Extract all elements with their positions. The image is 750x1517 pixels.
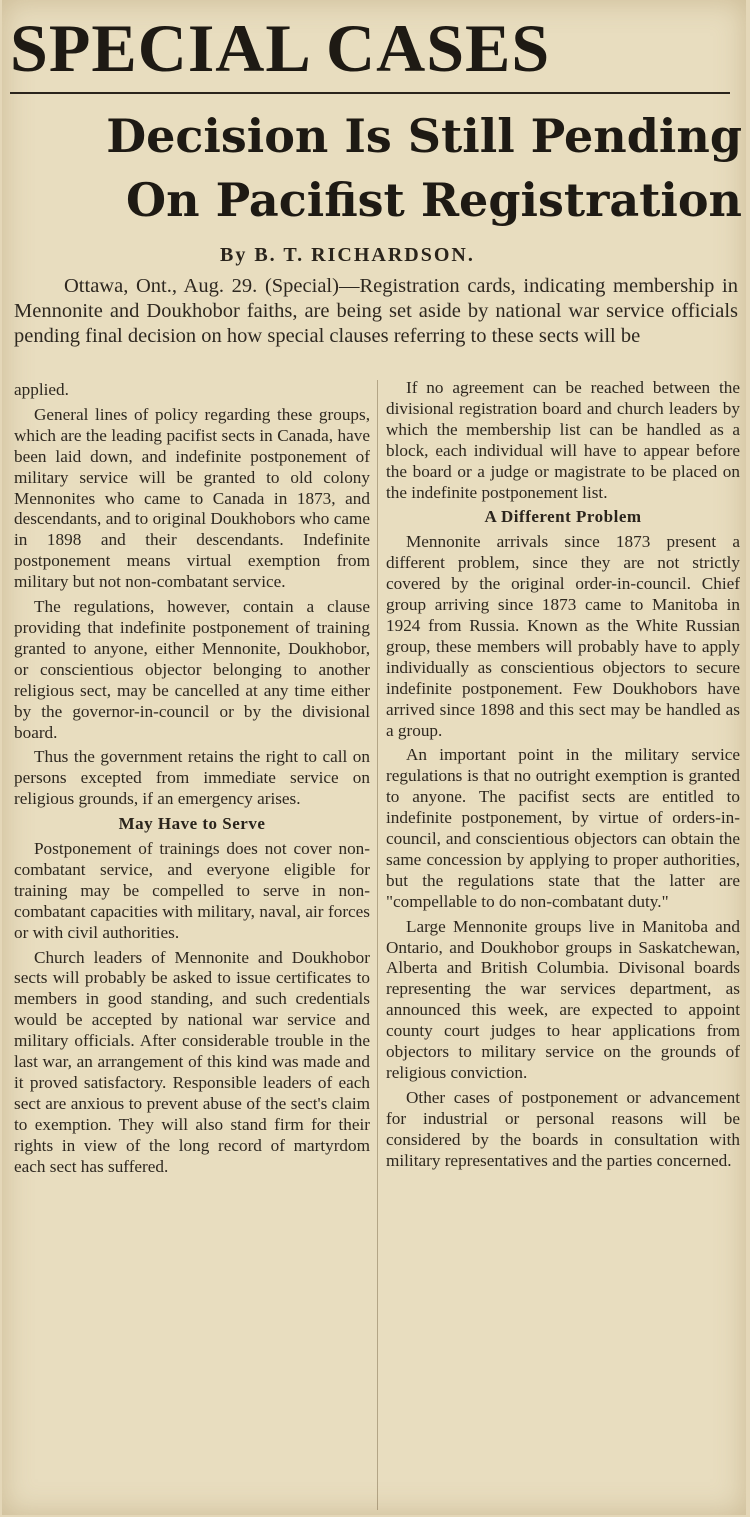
right-paragraph-3: An important point in the military service regulations is that no outright exemption is granted to anyone. The pacifist sects are entitled to indefinite postponement, by virtue of orders-in-council, and conscientious objectors can obtain the same concession by applying to proper authorities, but the regulations state that the latter are "compellable to do non-combatant duty." [386, 745, 740, 911]
left-column [14, 380, 370, 1182]
right-paragraph-5: Other cases of postponement or advancement for industrial or personal reasons will be considered by the boards in consultation with military representatives and the parties concerned. [386, 1087, 740, 1170]
right-paragraph-1: If no agreement can be reached between the divisional registration board and church leaders by which the membership list can be handled as a block, each individual will have to appear before the board or a judge or magistrate to be placed on the indefinite postponement list. [386, 378, 740, 502]
kicker-rule [10, 92, 730, 94]
left-paragraph-5: Postponement of trainings does not cover non-combatant service, and everyone eligible for training may be compelled to serve in non-combatant capacities with military, naval, air forces or with civil authorities. [14, 839, 370, 942]
left-paragraph-6: Church leaders of Mennonite and Doukhobor sects will probably be asked to issue certificates to members in good standing, and such credentials would be accepted by national war service and military officials. After considerable trouble in the last war, an arrangement of this kind was made and it proved satisfactory. Responsible leaders of each sect are anxious to prevent abuse of the sect's claim to exemption. They will also stand firm for their rights in view of the long record of martyrdom each sect has suffered. [14, 947, 370, 1176]
right-paragraph-2: Mennonite arrivals since 1873 present a different problem, since they are not strictly covered by the original order-in-council. Chief group arriving since 1873 came to Manitoba in 1924 from Russia. Known as the White Russian group, these members will probably have to apply individually as conscientious objectors to secure indefinite postponement. Few Doukhobors have arrived since 1898 and this sect may be handled as a group. [386, 532, 740, 740]
left-paragraph-1: applied. [14, 380, 69, 399]
kicker-heading: SPECIAL CASES [10, 10, 551, 86]
byline: By B. T. RICHARDSON. [220, 244, 475, 266]
lead-paragraph: Ottawa, Ont., Aug. 29. (Special)—Registration cards, indicating membership in Mennonite and Doukhobor faiths, are being set aside by national war service officials pending final decision on how special clauses referring to these sects will be [14, 275, 738, 347]
newspaper-clipping [2, 0, 746, 1515]
right-column [386, 378, 740, 1176]
subheading-a-different-problem: A Different Problem [484, 507, 642, 527]
headline-line-1: Decision Is Still Pending [106, 109, 742, 163]
left-paragraph-3: The regulations, however, contain a clause providing that indefinite postponement of training granted to anyone, either Mennonite, Doukhobor, or conscientious objector belonging to another religious sect, may be cancelled at any time either by the governor-in-council or by the divisional board. [14, 597, 370, 742]
right-paragraph-4: Large Mennonite groups live in Manitoba and Ontario, and Doukhobor groups in Saskatchewan, Alberta and British Columbia. Divisonal boards representing the war services department, as announced this week, are expected to appoint county court judges to hear applications from objectors to military service on the grounds of religious conviction. [386, 916, 740, 1082]
column-divider [377, 380, 378, 1510]
headline-line-2: On Pacifist Registration [126, 173, 742, 227]
left-paragraph-2: General lines of policy regarding these groups, which are the leading pacifist sects in Canada, have been laid down, and indefinite postponement of military service will be granted to old colony Mennonites who came to Canada in 1873, and descendants, and to original Doukhobors who came in 1898 and their descendants. Indefinite postponement means virtual exemption from military but not non-combatant service. [14, 404, 370, 592]
left-paragraph-4: Thus the government retains the right to call on persons excepted from immediate service on religious grounds, if an emergency arises. [14, 747, 370, 809]
subheading-may-have-to-serve: May Have to Serve [118, 814, 266, 834]
headline [102, 104, 742, 232]
